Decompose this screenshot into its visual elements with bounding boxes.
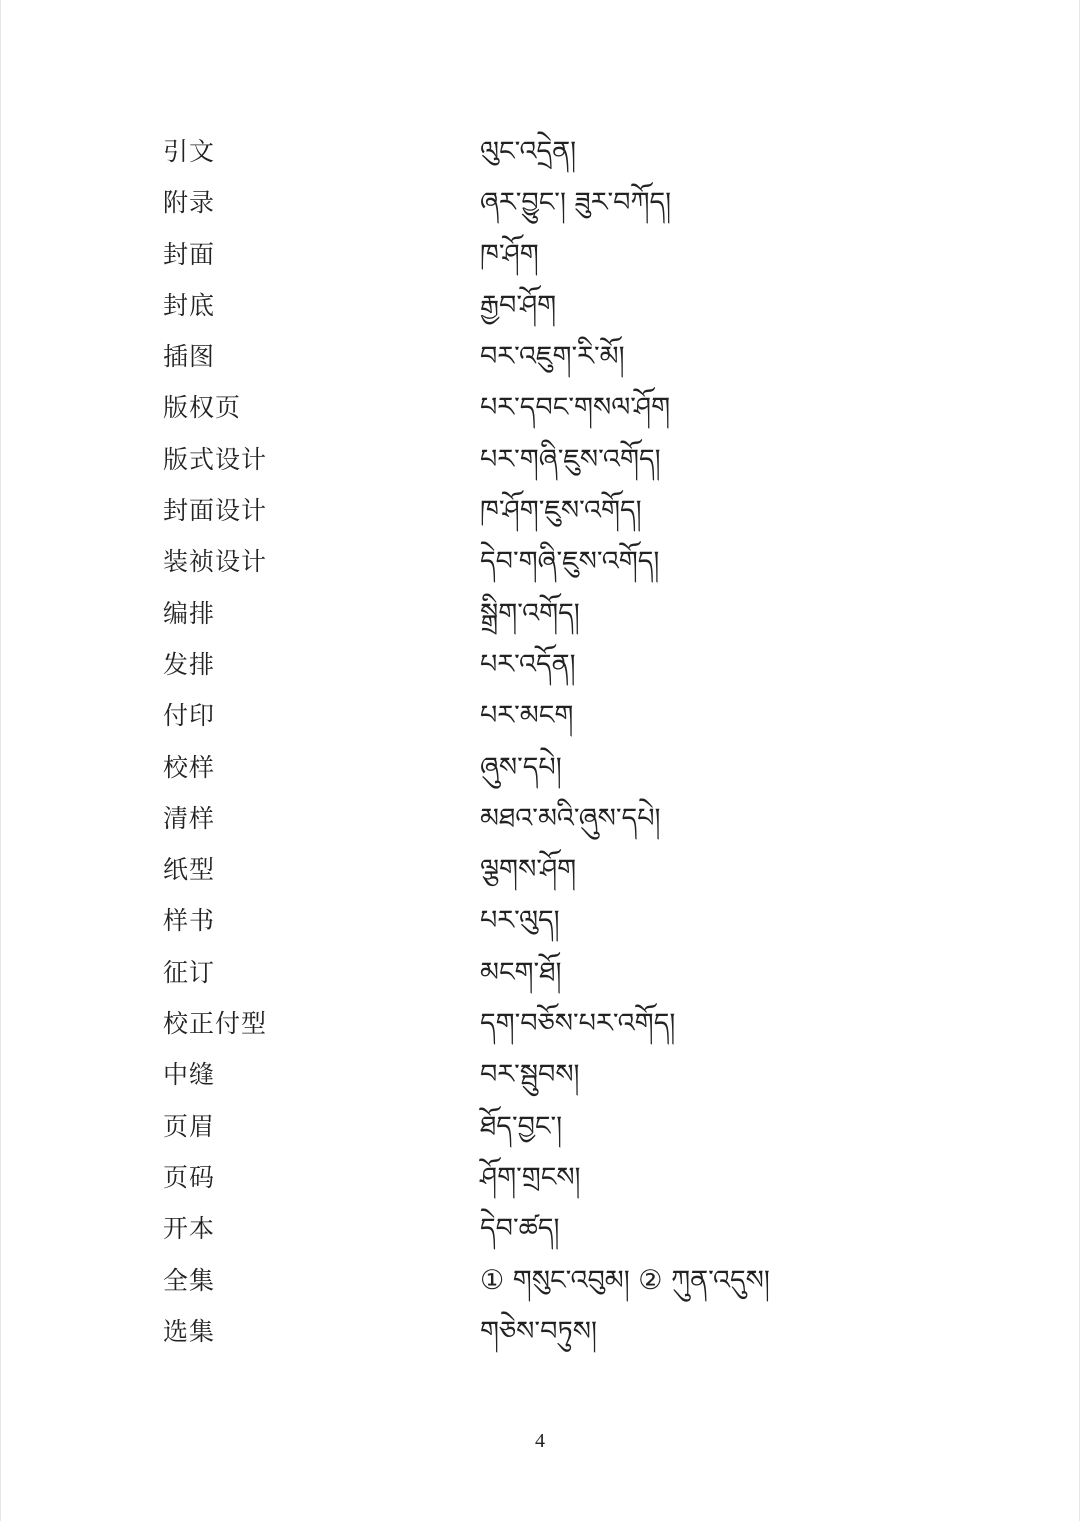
glossary-row (0, 1306, 1080, 1357)
chinese-term: 选集 (163, 1316, 216, 1346)
glossary-row (0, 1049, 1080, 1100)
glossary-row (0, 690, 1080, 741)
tibetan-term: ཁ་ཤོག (480, 238, 539, 270)
tibetan-term: ཤོག་གྲངས། (480, 1161, 581, 1193)
tibetan-term: དེབ་གཞི་ཇུས་འགོད། (480, 546, 660, 578)
chinese-term: 征订 (163, 957, 216, 987)
chinese-term: 装祯设计 (163, 547, 268, 577)
tibetan-term: ཞར་བྱུང་། ཟུར་བཀོད། (480, 187, 672, 219)
tibetan-term: ཞུས་དཔེ། (480, 751, 562, 783)
chinese-term: 清样 (163, 803, 216, 833)
glossary-row (0, 588, 1080, 639)
tibetan-term: གཅེས་བཏུས། (480, 1315, 597, 1347)
chinese-term: 付印 (163, 701, 216, 731)
tibetan-term: རྒྱབ་ཤོག (480, 289, 557, 321)
tibetan-term: པར་མངག (480, 700, 574, 732)
tibetan-term: མཐའ་མའི་ཞུས་དཔེ། (480, 802, 661, 834)
tibetan-term: པར་གཞི་ཇུས་འགོད། (480, 443, 661, 475)
chinese-term: 封面 (163, 239, 216, 269)
chinese-term: 校正付型 (163, 1009, 268, 1039)
glossary-row (0, 1203, 1080, 1254)
glossary-row (0, 998, 1080, 1049)
glossary-row (0, 639, 1080, 690)
chinese-term: 纸型 (163, 855, 216, 885)
chinese-term: 全集 (163, 1265, 216, 1295)
tibetan-term: ཁ་ཤོག་ཇུས་འགོད། (480, 495, 642, 527)
glossary-list (0, 126, 1080, 1357)
chinese-term: 样书 (163, 906, 216, 936)
glossary-row (0, 229, 1080, 280)
chinese-term: 中缝 (163, 1060, 216, 1090)
glossary-row (0, 947, 1080, 998)
chinese-term: 引文 (163, 137, 216, 166)
chinese-term: 编排 (163, 598, 216, 628)
chinese-term: 开本 (163, 1214, 216, 1244)
glossary-row (0, 331, 1080, 382)
chinese-term: 版式设计 (163, 444, 268, 474)
chinese-term: 页码 (163, 1162, 216, 1192)
tibetan-term: པར་དབང་གསལ་ཤོག (480, 392, 671, 424)
tibetan-term: བར་སྦུབས། (480, 1059, 580, 1091)
glossary-row (0, 742, 1080, 793)
glossary-row (0, 793, 1080, 844)
glossary-row (0, 844, 1080, 895)
tibetan-term: པར་ལུད། (480, 905, 560, 937)
glossary-row (0, 1101, 1080, 1152)
glossary-row (0, 895, 1080, 946)
tibetan-term: མངག་ཐོ། (480, 956, 562, 988)
chinese-term: 校样 (163, 752, 216, 782)
chinese-term: 封底 (163, 290, 216, 320)
tibetan-term: ཐོད་བྱང་། (480, 1110, 563, 1142)
chinese-term: 页眉 (163, 1111, 216, 1141)
glossary-row (0, 1255, 1080, 1306)
chinese-term: 版权页 (163, 393, 242, 423)
tibetan-term: ལྕགས་ཤོག (480, 854, 577, 886)
chinese-term: 附录 (163, 188, 216, 218)
tibetan-term: ① གསུང་འབུམ། ② ཀུན་འདུས། (480, 1264, 770, 1296)
tibetan-term: དག་བཅོས་པར་འགོད། (480, 1008, 676, 1040)
glossary-row (0, 126, 1080, 177)
tibetan-term: དེབ་ཚད། (480, 1213, 560, 1245)
glossary-row (0, 280, 1080, 331)
glossary-row (0, 177, 1080, 228)
chinese-term: 插图 (163, 342, 216, 372)
tibetan-term: བར་འཇུག་རི་མོ། (480, 341, 625, 373)
glossary-row (0, 382, 1080, 433)
glossary-row (0, 485, 1080, 536)
tibetan-term: པར་འདོན། (480, 648, 576, 680)
glossary-row (0, 434, 1080, 485)
tibetan-term: ལུང་འདྲེན། (480, 136, 577, 167)
tibetan-term: སྒྲིག་འགོད། (480, 597, 580, 629)
glossary-row (0, 536, 1080, 587)
chinese-term: 封面设计 (163, 496, 268, 526)
glossary-row (0, 1152, 1080, 1203)
chinese-term: 发排 (163, 649, 216, 679)
page-number: 4 (535, 1430, 545, 1452)
